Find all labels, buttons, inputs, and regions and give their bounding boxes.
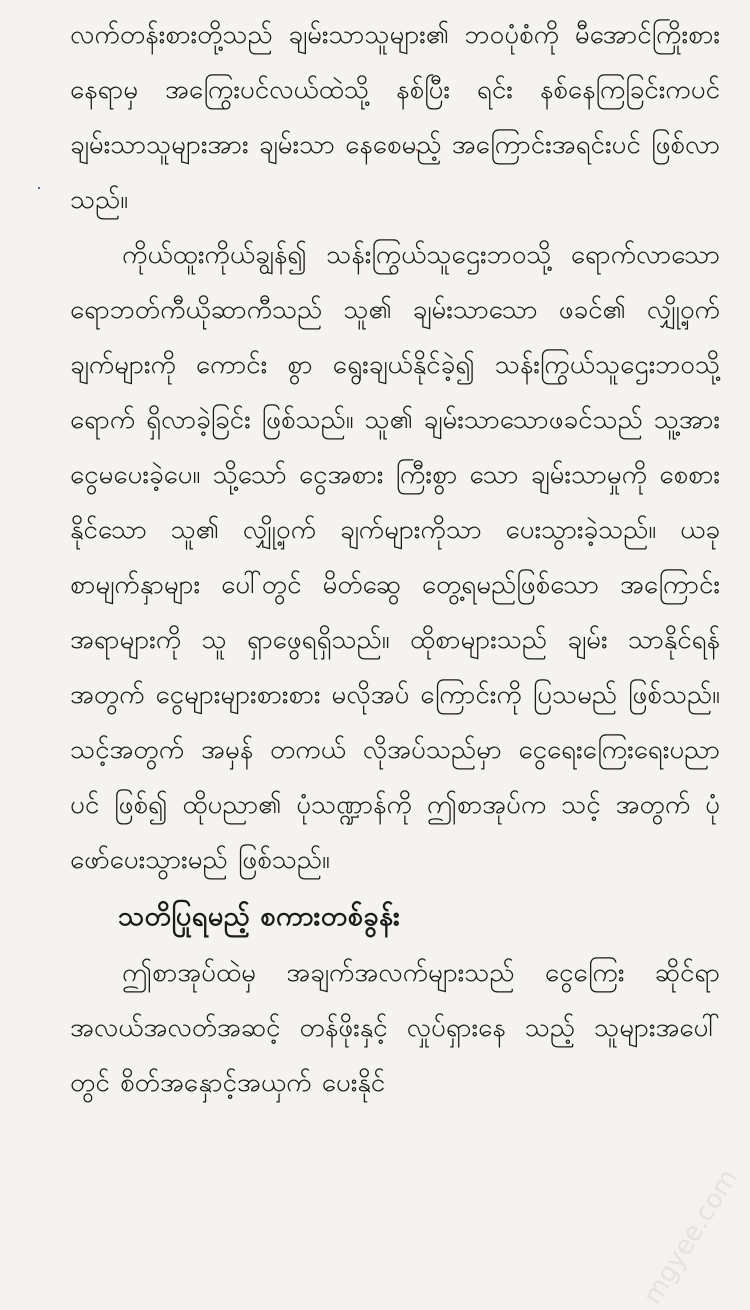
watermark: mgyee.com <box>637 1164 744 1310</box>
body-text <box>70 8 720 1111</box>
paragraph-1: လက်တန်းစားတို့သည် ချမ်းသာသူများ၏ ဘဝပုံစံကို မီအောင်ကြိုးစားနေရာမှ အကြွေးပင်လယ်ထဲသို့ နစ်ပြီး ရင်း နစ်နေကြခြင်းကပင် ချမ်းသာသူများအား ချမ်းသာ နေစေမည့် အကြောင်းအရင်းပင် ဖြစ်လာသည်။ <box>70 20 720 215</box>
ink-speck <box>38 187 40 189</box>
paragraph-3: ဤစာအုပ်ထဲမှ အချက်အလက်များသည် ငွေကြေး ဆိုင်ရာ အလယ်အလတ်အဆင့် တန်ဖိုးနှင့် လှုပ်ရှားနေ သည့် သူများအပေါ်တွင် စိတ်အနှောင့်အယှက် ပေးနိုင် <box>70 958 720 1098</box>
paragraph-2: ကိုယ်ထူးကိုယ်ချွန်၍ သန်းကြွယ်သူဌေးဘဝသို့ ရောက်လာသော ရောဘတ်ကီယိုဆာကီသည် သူ၏ ချမ်းသာသော ဖခင်၏ လျှို့ဝှက်ချက်များကို ကောင်း စွာ ရွေးချယ်နိုင်ခဲ့၍ သန်းကြွယ်သူဌေးဘဝသို့ ရောက် ရှိလာခဲ့ခြင်း ဖြစ်သည်။ သူ၏ ချမ်းသာသောဖခင်သည် သူ့အား ငွေမပေးခဲ့ပေ။ သို့သော် ငွေအစား ကြီးစွာ သော ချမ်းသာမှုကို စေစားနိုင်သော သူ၏ လျှို့ဝှက် ချက်များကိုသာ ပေးသွားခဲ့သည်။ ယခု စာမျက်နှာများ ပေါ်တွင် မိတ်ဆွေ တွေ့ရမည်ဖြစ်သော အကြောင်း အရာများကို သူ ရှာဖွေရရှိသည်။ ထိုစာများသည် ချမ်း သာနိုင်ရန်အတွက် ငွေများများစားစား မလိုအပ် ကြောင်းကို ပြသမည် ဖြစ်သည်။ သင့်အတွက် အမှန် တကယ် လိုအပ်သည်မှာ ငွေရေးကြေးရေးပညာပင် ဖြစ်၍ ထိုပညာ၏ ပုံသဏ္ဍာန်ကို ဤစာအုပ်က သင့် အတွက် ပုံဖော်ပေးသွားမည် ဖြစ်သည်။ <box>70 240 720 875</box>
section-heading: သတိပြုရမည့် စကားတစ်ခွန်း <box>118 901 401 932</box>
